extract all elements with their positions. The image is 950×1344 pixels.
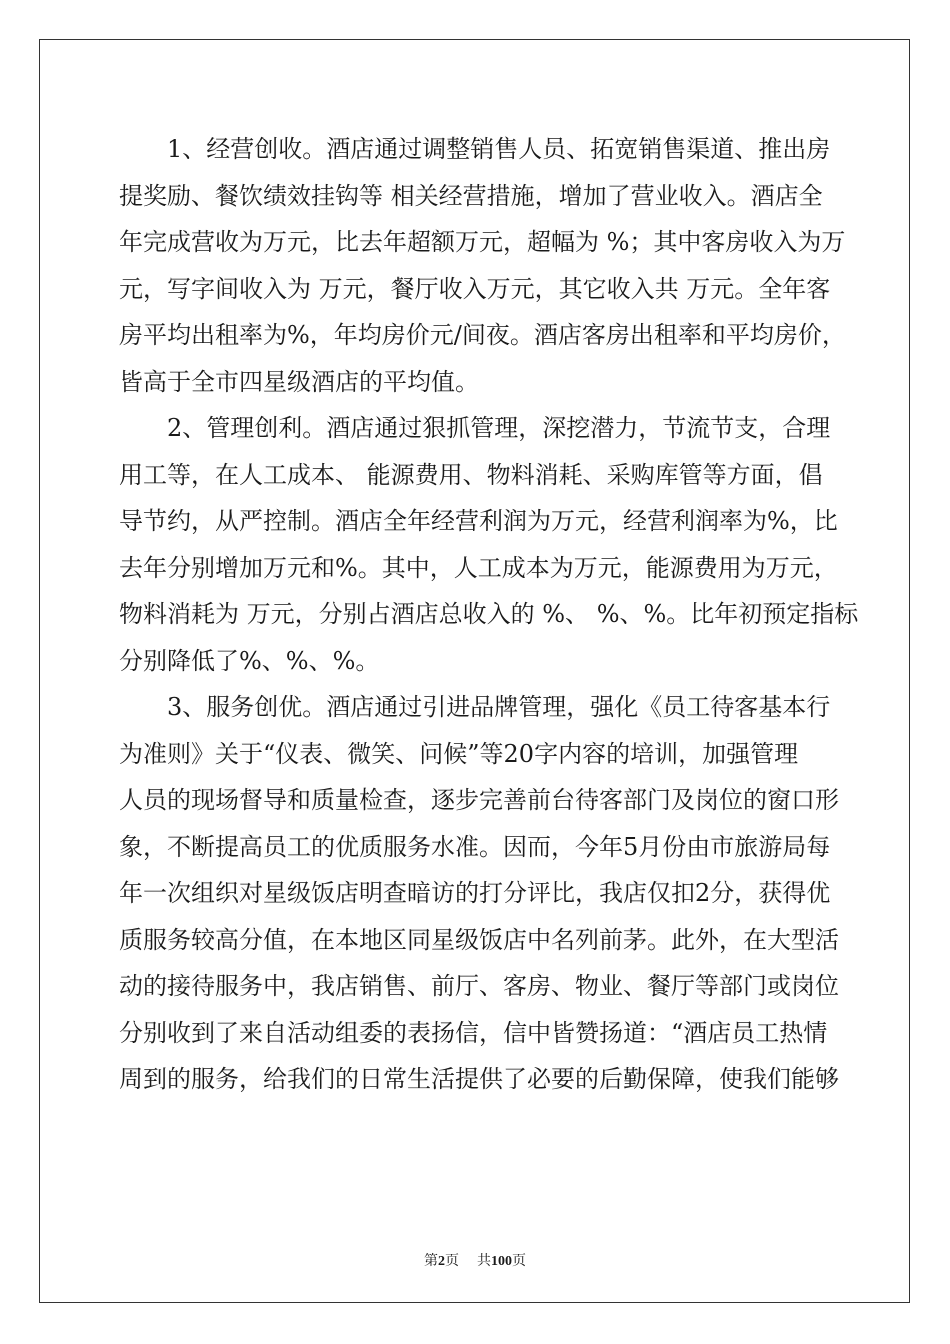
total-prefix: 共 [477,1253,491,1269]
text-line: 质服务较高分值，在本地区同星级饭店中名列前茅。此外，在大型活 [119,925,839,954]
text-line: 2、管理创利。酒店通过狠抓管理，深挖潜力，节流节支，合理 [119,414,831,442]
text-line: 3、服务创优。酒店通过引进品牌管理，强化《员工待客基本行 [119,693,831,721]
text-line: 皆高于全市四星级酒店的平均值。 [119,367,479,396]
text-line: 动的接待服务中，我店销售、前厅、客房、物业、餐厅等部门或岗位 [119,972,839,1000]
text-line: 1、经营创收。酒店通过调整销售人员、拓宽销售渠道、推出房 [119,135,831,163]
text-line: 周到的服务，给我们的日常生活提供了必要的后勤保障，使我们能够 [119,1065,839,1093]
text-line: 分别收到了来自活动组委的表扬信，信中皆赞扬道：“酒店员工热情 [119,1018,828,1047]
text-line: 去年分别增加万元和%。其中，人工成本为万元，能源费用为万元， [119,553,838,582]
text-line: 象，不断提高员工的优质服务水准。因而，今年5月份由市旅游局每 [119,832,831,861]
page-number: 2 [438,1254,445,1269]
text-line: 元，写字间收入为 万元，餐厅收入万元，其它收入共 万元。全年客 [119,274,831,303]
text-line: 房平均出租率为%，年均房价元/间夜。酒店客房出租率和平均房价， [119,321,846,349]
total-suffix: 页 [512,1253,526,1269]
text-line: 分别降低了%、%、%。 [119,646,380,675]
text-line: 为准则》关于“仪表、微笑、问候”等20字内容的培训，加强管理 [119,739,799,768]
text-line: 导节约，从严控制。酒店全年经营利润为万元，经营利润率为%，比 [119,507,838,535]
text-line: 年完成营收为万元，比去年超额万元，超幅为 %；其中客房收入为万 [119,228,846,256]
page-footer [0,1250,950,1270]
text-line: 年一次组织对星级饭店明查暗访的打分评比，我店仅扣2分，获得优 [119,879,831,907]
page-prefix: 第 [424,1253,438,1269]
text-line: 提奖励、餐饮绩效挂钩等 相关经营措施，增加了营业收入。酒店全 [119,181,823,210]
document-body [119,126,859,1103]
text-line: 人员的现场督导和质量检查，逐步完善前台待客部门及岗位的窗口形 [119,786,839,814]
page-suffix: 页 [445,1253,459,1269]
total-pages: 100 [491,1254,512,1269]
text-line: 物料消耗为 万元，分别占酒店总收入的 %、 %、%。比年初预定指标 [119,600,859,628]
text-line: 用工等，在人工成本、 能源费用、物料消耗、采购库管等方面，倡 [119,460,823,489]
